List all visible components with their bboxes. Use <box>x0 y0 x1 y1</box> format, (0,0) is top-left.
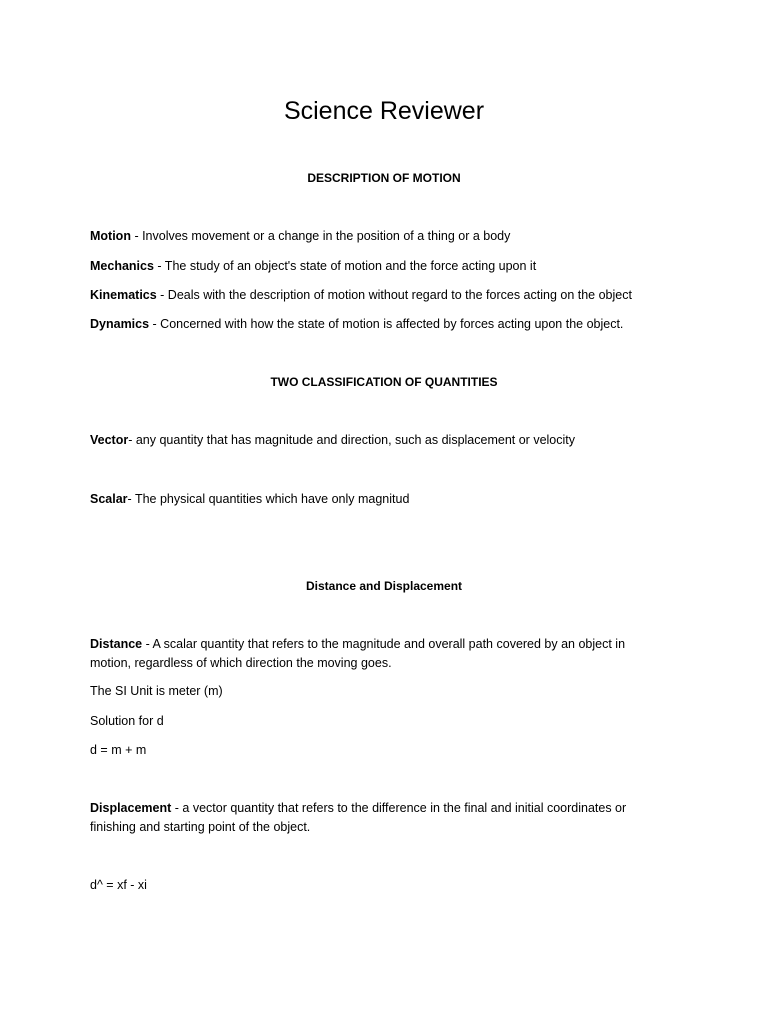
displacement-formula: d^ = xf - xi <box>90 878 147 892</box>
definition-term: Mechanics <box>90 259 154 273</box>
definition-dynamics <box>90 315 665 334</box>
definition-term: Scalar <box>90 492 128 506</box>
definition-text: - Concerned with how the state of motion is affected by forces acting upon the object. <box>149 317 624 331</box>
section-heading-description-of-motion: DESCRIPTION OF MOTION <box>307 171 461 185</box>
definition-text: - any quantity that has magnitude and direction, such as displacement or velocity <box>128 433 575 447</box>
definition-kinematics <box>90 286 690 305</box>
definition-scalar <box>90 490 665 509</box>
definition-text: - A scalar quantity that refers to the magnitude and overall path covered by an object in motion, regardless of which direction the moving goes. <box>90 637 626 670</box>
definition-vector <box>90 431 665 450</box>
definition-term: Displacement <box>90 801 172 815</box>
distance-formula: d = m + m <box>90 743 147 757</box>
section-heading-distance-displacement: Distance and Displacement <box>305 579 463 593</box>
definition-text: - The physical quantities which have only magnitud <box>127 492 410 506</box>
definition-distance <box>90 635 650 673</box>
definition-text: - The study of an object's state of motion and the force acting upon it <box>153 259 537 273</box>
definition-text: - Deals with the description of motion without regard to the forces acting on the object <box>156 288 632 302</box>
section-heading-two-classification: TWO CLASSIFICATION OF QUANTITIES <box>270 375 498 389</box>
definition-displacement <box>90 799 655 837</box>
definition-term: Distance <box>90 637 143 651</box>
definition-term: Motion <box>90 229 131 243</box>
definition-term: Dynamics <box>90 317 150 331</box>
definition-text: - Involves movement or a change in the position of a thing or a body <box>130 229 511 243</box>
document-title: Science Reviewer <box>283 97 485 125</box>
definition-text: - a vector quantity that refers to the difference in the final and initial coordinates or finishing and starting point of the object. <box>90 801 627 834</box>
definition-motion <box>90 227 665 246</box>
si-unit-text: The SI Unit is meter (m) <box>90 684 223 698</box>
definition-mechanics <box>90 257 665 276</box>
definition-term: Vector <box>90 433 129 447</box>
solution-label: Solution for d <box>90 714 164 728</box>
definition-term: Kinematics <box>90 288 157 302</box>
